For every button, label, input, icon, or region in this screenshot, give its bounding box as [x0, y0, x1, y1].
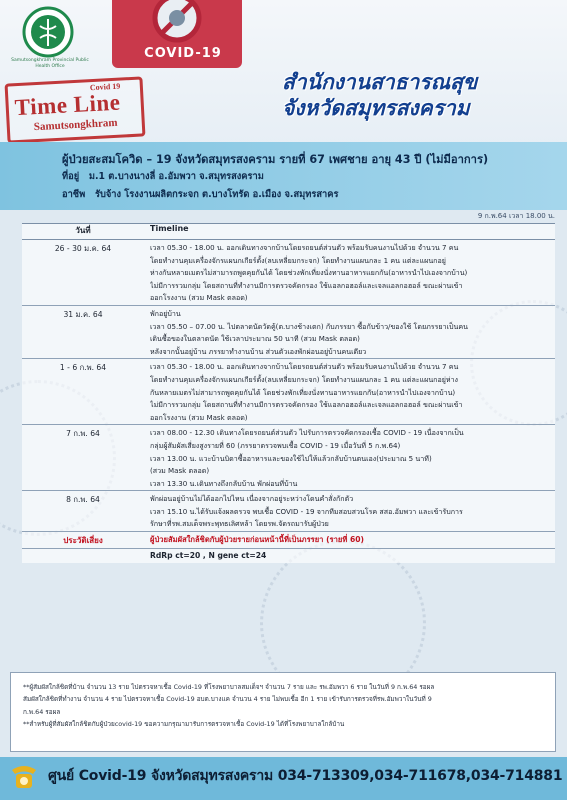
risk-text: ผู้ป่วยสัมผัสใกล้ชิดกับผู้ป่วยรายก่อนหน้านี้ที่เป็นภรรยา (รายที่ 60): [150, 535, 365, 545]
office-title-line2: จังหวัดสมุทรสงคราม: [282, 96, 470, 120]
office-title-line1: สำนักงานสาธารณสุข: [282, 70, 478, 94]
timeline-line: กลุ่มผู้สัมผัสเสี่ยงสูงรายที่ 60 (ภรรยาตรวจพบเชื้อ COVID - 19 เมื่อวันที่ 5 ก.พ.64): [150, 440, 401, 450]
health-office-logo: [18, 6, 78, 62]
row-date: 8 ก.พ. 64: [66, 495, 100, 505]
timeline-line: เวลา 15.10 น.ได้รับแจ้งผลตรวจ พบเชื้อ COVID - 19 จากทีมสอบสวนโรค สสอ.อัมพวา และเข้ารับการ: [150, 506, 463, 516]
timeline-line: กันหลายเมตรไม่สามารถพูดคุยกันได้ โดยช่วงพักเที่ยงนั่งทานอาหารแยกกัน(อาหารนำไปเองจากบ้าน): [150, 387, 456, 397]
row-timeline: [144, 491, 555, 531]
row-timeline: [144, 240, 555, 305]
timeline-line: ไม่มีการรวมกลุ่ม โดยสถานที่ทำงานมีการตรวจคัดกรอง ใช้แอลกอฮอล์และเจลแอลกอฮอล์ ขณะผ่านเข้า: [150, 280, 463, 290]
table-row: [22, 425, 555, 491]
logo-caption: Samutsongkhram Provincial Public Health Office: [11, 58, 89, 69]
timeline-line: เดินซื้อของในตลาดนัด ใช้เวลาประมาณ 50 นาที (สวม Mask ตลอด): [150, 334, 360, 344]
note-line: **ผู้สัมผัสใกล้ชิดที่บ้าน จำนวน 13 ราย ไปตรวจหาเชื้อ Covid-19 ที่โรงพยาบาลสมเด็จฯ จำนวน 7 ราย และ รพ.อัมพวา 6 ราย ในวันที่ 9 ก.พ.64 รอผล: [23, 683, 435, 691]
row-timeline: [144, 306, 555, 358]
stamp-title: Time Line: [14, 89, 121, 121]
timeline-line: เวลา 08.00 - 12.30 เดินทางโดยรถยนต์ส่วนตัว ไปรับการตรวจคัดกรองเชื้อ COVID - 19 เนื่องจากเป็น: [150, 428, 464, 438]
covid-label: COVID-19: [144, 46, 222, 61]
note-line: **สำหรับผู้ที่สัมผัสใกล้ชิดกับผู้ป่วยcovid-19 ขอความกรุณามารับการตรวจหาเชื้อ Covid-19 ได้ที่โรงพยาบาลใกล้บ้าน: [23, 720, 345, 729]
risk-label: ประวัติเสี่ยง: [63, 536, 103, 546]
table-row: [22, 306, 555, 359]
timeline-line: เวลา 05.30 - 18.00 น. ออกเดินทางจากบ้านโดยรถยนต์ส่วนตัว พร้อมรับคนงานไปด้วย จำนวน 7 คน: [150, 362, 459, 372]
row-date: 31 ม.ค. 64: [63, 309, 103, 319]
header: [0, 0, 567, 152]
risk-row: [22, 532, 555, 549]
timeline-line: ห่างกันหลายเมตรไม่สามารถพูดคุยกันได้ โดยช่วงพักเที่ยงนั่งทานอาหารแยกกัน(อาหารนำไปเองจากบ้าน): [150, 268, 468, 278]
phone-icon: [8, 760, 40, 792]
timeline-line: เวลา 13.00 น. แวะบ้านบิดาซื้ออาหารและของใช้ไปให้แล้วกลับบ้านตนเอง(ประมาณ 5 นาที): [150, 453, 432, 463]
note-line: ก.พ.64 รอผล: [23, 707, 61, 716]
timeline-line: โดยทำงานคุมเครื่องจักรแผนกเกียร์ตั้ง(ลบเหลี่ยมกระจก) โดยทำงานแผนกละ 1 คน แต่ละแผนกอยู่: [150, 255, 446, 265]
header-date: วันที่: [75, 226, 91, 235]
timeline-line: ออกโรงงาน (สวม Mask ตลอด): [150, 412, 248, 422]
lab-result: RdRp ct=20 , N gene ct=24: [150, 551, 267, 561]
timeline-line: ออกโรงงาน (สวม Mask ตลอด): [150, 293, 248, 303]
timeline-line: เวลา 05.50 – 07.00 น. ไปตลาดนัดวัดคู้(ต.บางช้างเตก) กับภรรยา ซื้อกับข้าว/ของใช้ โดยภรรยาเป็นคน: [150, 321, 468, 331]
timeline-line: พักผ่อนอยู่บ้านไม่ได้ออกไปไหน เนื่องจากอยู่ระหว่างโดนคำสั่งกักตัว: [150, 494, 354, 504]
occupation-label: อาชีพ: [62, 189, 86, 200]
timeline-line: ไม่มีการรวมกลุ่ม โดยสถานที่ทำงานมีการตรวจคัดกรอง ใช้แอลกอฮอล์และเจลแอลกอฮอล์ ขณะผ่านเข้า: [150, 400, 463, 410]
table-row: [22, 359, 555, 425]
stamp-covid-text: Covid 19: [89, 81, 121, 93]
timeline-line: หลังจากนั้นอยู่บ้าน ภรรยาทำงานบ้าน ส่วนตัวเองพักผ่อนอยู่บ้านคนเดียว: [150, 346, 367, 356]
occupation-value: รับจ้าง โรงงานผลิตกระจก ต.บางโทรัด อ.เมือง จ.สมุทรสาคร: [94, 189, 339, 200]
row-date: 1 - 6 ก.พ. 64: [59, 363, 107, 373]
patient-title: ผู้ป่วยสะสมโควิด – 19 จังหวัดสมุทรสงคราม รายที่ 67 เพศชาย อายุ 43 ปี (ไม่มีอาการ): [62, 153, 489, 166]
stamp-subtitle: Samutsongkhram: [33, 116, 118, 134]
timeline-stamp: [5, 76, 146, 143]
timeline-line: (สวม Mask ตลอด): [150, 466, 210, 476]
footer-contact: ศูนย์ Covid-19 จังหวัดสมุทรสงคราม 034-713309,034-711678,034-714881: [48, 768, 563, 784]
timeline-line: พักอยู่บ้าน: [150, 308, 181, 318]
timeline-line: เวลา 05.30 - 18.00 น. ออกเดินทางจากบ้านโดยรถยนต์ส่วนตัว พร้อมรับคนงานไปด้วย จำนวน 7 คน: [150, 243, 459, 252]
header-timeline: Timeline: [150, 224, 189, 233]
address-value: ม.1 ต.บางนางลี่ อ.อัมพวา จ.สมุทรสงคราม: [88, 171, 264, 182]
table-rows: [22, 240, 555, 532]
update-time: 9 ก.พ.64 เวลา 18.00 น.: [477, 212, 555, 220]
table-row: [22, 240, 555, 306]
timeline-line: เวลา 13.30 น.เดินทางถึงกลับบ้าน พักผ่อนที่บ้าน: [150, 478, 298, 488]
timeline-line: รักษาที่รพ.สมเด็จพระพุทธเลิศหล้า โดยรพ.จัดรถมารับผู้ป่วย: [150, 519, 329, 529]
note-line: สัมผัสใกล้ชิดที่ทำงาน จำนวน 4 ราย ไปตรวจหาเชื้อ Covid-19 อบต.บางแค จำนวน 4 ราย ไม่พบเชื้อ อีก 1 ราย เข้ารับการตรวจที่รพ.อัมพวาในวันที่ 9: [23, 695, 432, 704]
address-label: ที่อยู่: [62, 171, 80, 182]
row-date: 26 - 30 ม.ค. 64: [54, 244, 112, 253]
row-timeline: [144, 359, 555, 424]
patient-address: [62, 169, 264, 184]
notes-box: [10, 672, 556, 752]
table-row: [22, 491, 555, 532]
table-header: [22, 223, 555, 240]
row-date: 7 ก.พ. 64: [66, 429, 100, 439]
timeline-line: โดยทำงานคุมเครื่องจักรแผนกเกียร์ตั้ง(ลบเหลี่ยมกระจก) โดยทำงานแผนกละ 1 คน แต่ละแผนกอยู่ห่าง: [150, 374, 459, 384]
row-timeline: [144, 425, 555, 490]
timeline-table: [22, 223, 555, 563]
patient-occupation: [62, 187, 338, 202]
